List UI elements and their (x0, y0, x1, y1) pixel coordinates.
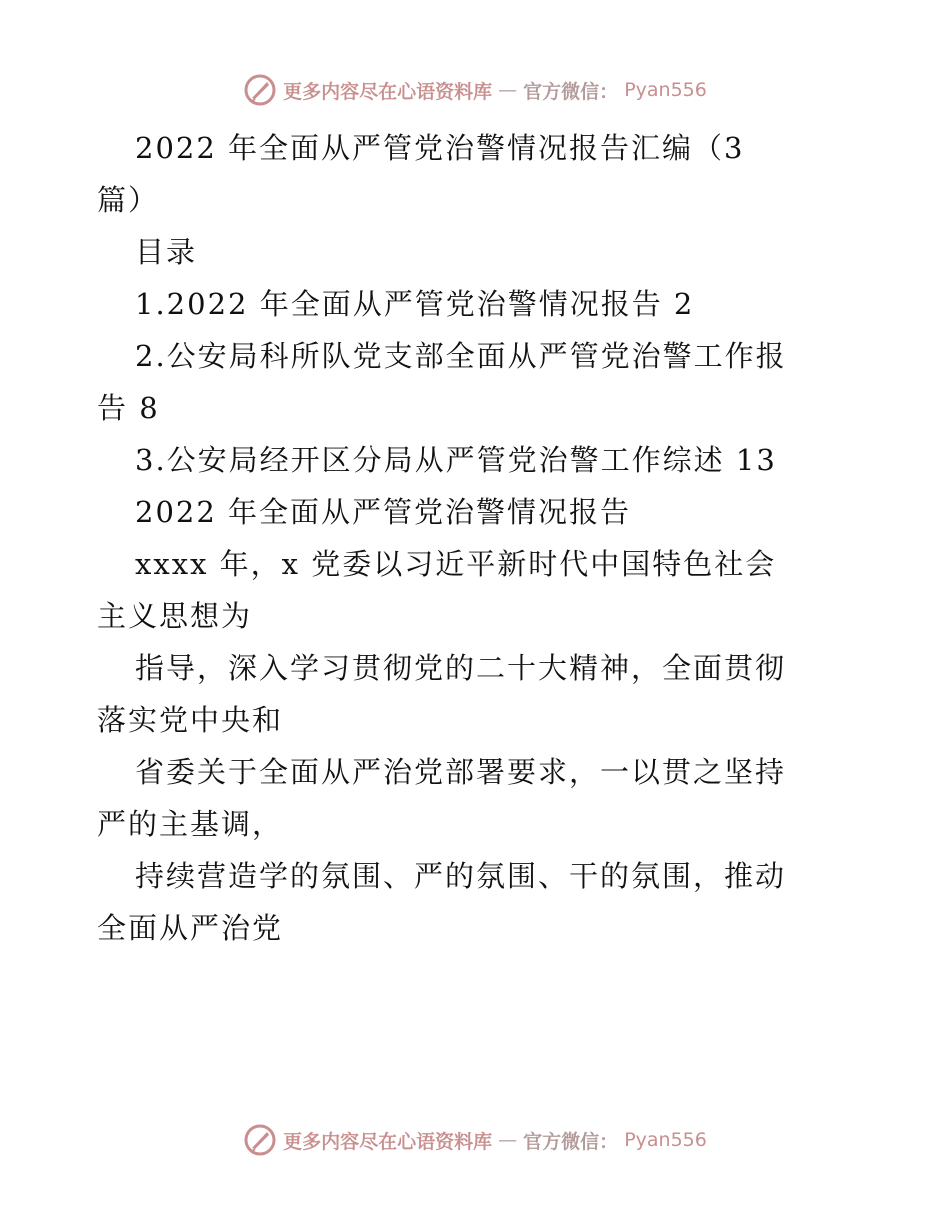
text-line: 落实党中央和 (97, 703, 284, 737)
watermark-wechat-label: 官方微信： (523, 80, 619, 103)
text-line: 3.公安局经开区分局从严管党治警工作综述 13 (135, 443, 777, 477)
text-line: 指导，深入学习贯彻党的二十大精神，全面贯彻 (135, 651, 787, 685)
text-line: 2022 年全面从严管党治警情况报告 (135, 495, 632, 529)
footer-watermark (0, 1120, 950, 1160)
header-watermark (0, 70, 950, 110)
document-body (97, 122, 857, 954)
text-line: xxxx 年，x 党委以习近平新时代中国特色社会 (135, 547, 777, 581)
watermark-main-text: 更多内容尽在心语资料库 (283, 1130, 493, 1153)
watermark-main-text: 更多内容尽在心语资料库 (283, 80, 493, 103)
text-line: 1.2022 年全面从严管党治警情况报告 2 (135, 287, 695, 321)
text-line: 2.公安局科所队党支部全面从严管党治警工作报 (135, 339, 787, 373)
text-line: 主义思想为 (97, 599, 253, 633)
text-line: 省委关于全面从严治党部署要求，一以贯之坚持 (135, 755, 787, 789)
watermark-wechat-id: Pyan556 (624, 1129, 707, 1151)
watermark-dash: — (498, 1129, 518, 1151)
watermark-wechat-label: 官方微信： (523, 1130, 619, 1153)
text-line: 告 8 (97, 391, 160, 425)
text-line: 全面从严治党 (97, 911, 284, 945)
watermark-dash: — (498, 79, 518, 101)
text-line: 篇） (97, 183, 160, 217)
watermark-wechat-id: Pyan556 (624, 79, 707, 101)
quill-pen-logo-icon (243, 73, 277, 107)
text-line: 严的主基调， (97, 807, 284, 841)
quill-pen-logo-icon (243, 1123, 277, 1157)
text-line: 2022 年全面从严管党治警情况报告汇编（3 (135, 131, 745, 165)
text-line: 持续营造学的氛围、严的氛围、干的氛围，推动 (135, 859, 787, 893)
text-line: 目录 (135, 235, 198, 269)
